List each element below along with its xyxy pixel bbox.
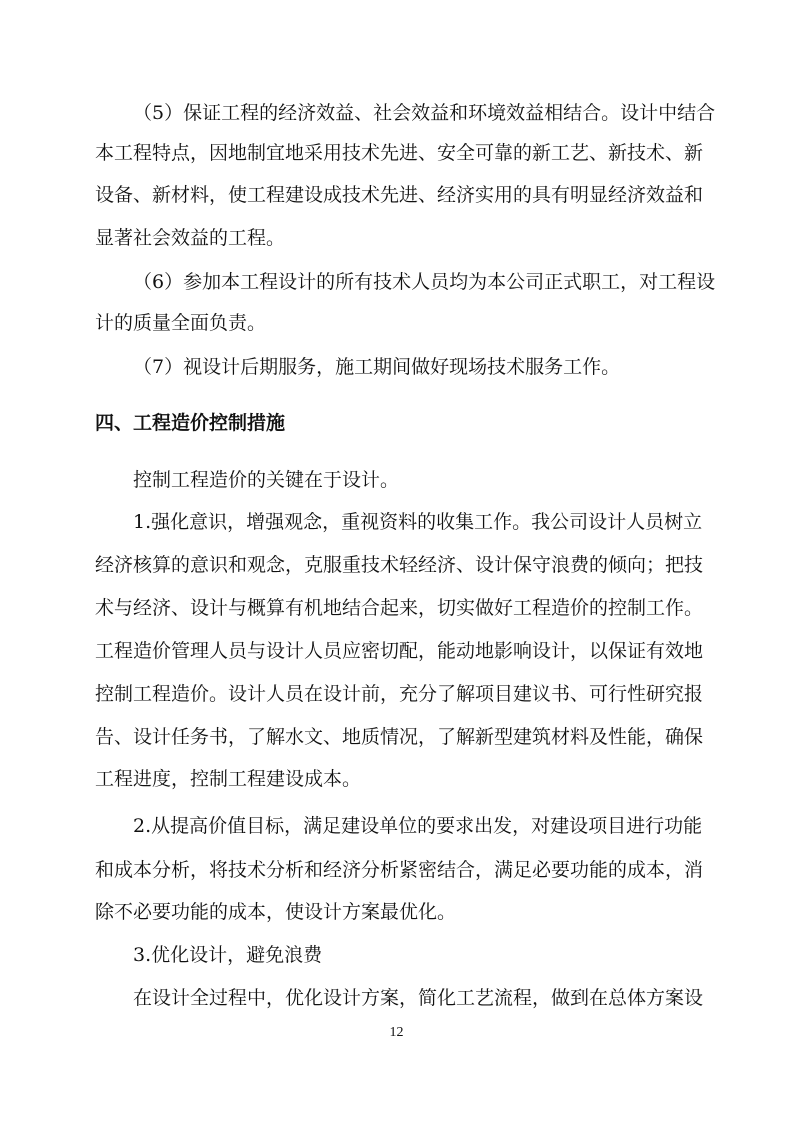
section-heading: 四、工程造价控制措施	[95, 412, 286, 434]
paragraph-line: 工程造价管理人员与设计人员应密切配，能动地影响设计，以保证有效地	[95, 640, 704, 662]
paragraph-line: 1.强化意识，增强观念，重视资料的收集工作。我公司设计人员树立	[133, 511, 703, 533]
paragraph-line: 控制工程造价的关键在于设计。	[133, 469, 400, 491]
paragraph-line: 告、设计任务书，了解水文、地质情况，了解新型建筑材料及性能，确保	[95, 726, 704, 748]
paragraph-line: 和成本分析，将技术分析和经济分析紧密结合，满足必要功能的成本，消	[95, 859, 704, 881]
paragraph-line: 3.优化设计，避免浪费	[133, 944, 323, 966]
paragraph-line: （7）视设计后期服务，施工期间做好现场技术服务工作。	[133, 356, 621, 378]
paragraph-line: 除不必要功能的成本，使设计方案最优化。	[95, 901, 457, 923]
paragraph-line: （6）参加本工程设计的所有技术人员均为本公司正式职工，对工程设	[133, 271, 716, 293]
paragraph-line: 控制工程造价。设计人员在设计前，充分了解项目建议书、可行性研究报	[95, 683, 704, 705]
paragraph-line: 计的质量全面负责。	[95, 312, 267, 334]
paragraph-line: 设备、新材料，使工程建设成技术先进、经济实用的具有明显经济效益和	[95, 184, 704, 206]
paragraph-line: 术与经济、设计与概算有机地结合起来，切实做好工程造价的控制工作。	[95, 597, 704, 619]
paragraph-line: （5）保证工程的经济效益、社会效益和环境效益相结合。设计中结合	[133, 102, 716, 124]
paragraph-line: 在设计全过程中，优化设计方案，简化工艺流程，做到在总体方案设	[133, 987, 704, 1009]
paragraph-line: 工程进度，控制工程建设成本。	[95, 768, 362, 790]
paragraph-line: 经济核算的意识和观念，克服重技术轻经济、设计保守浪费的倾向；把技	[95, 554, 704, 576]
paragraph-line: 本工程特点，因地制宜地采用技术先进、安全可靠的新工艺、新技术、新	[95, 142, 704, 164]
paragraph-line: 2.从提高价值目标，满足建设单位的要求出发，对建设项目进行功能	[133, 815, 703, 837]
page-number: 12	[389, 1025, 404, 1040]
paragraph-line: 显著社会效益的工程。	[95, 227, 286, 249]
